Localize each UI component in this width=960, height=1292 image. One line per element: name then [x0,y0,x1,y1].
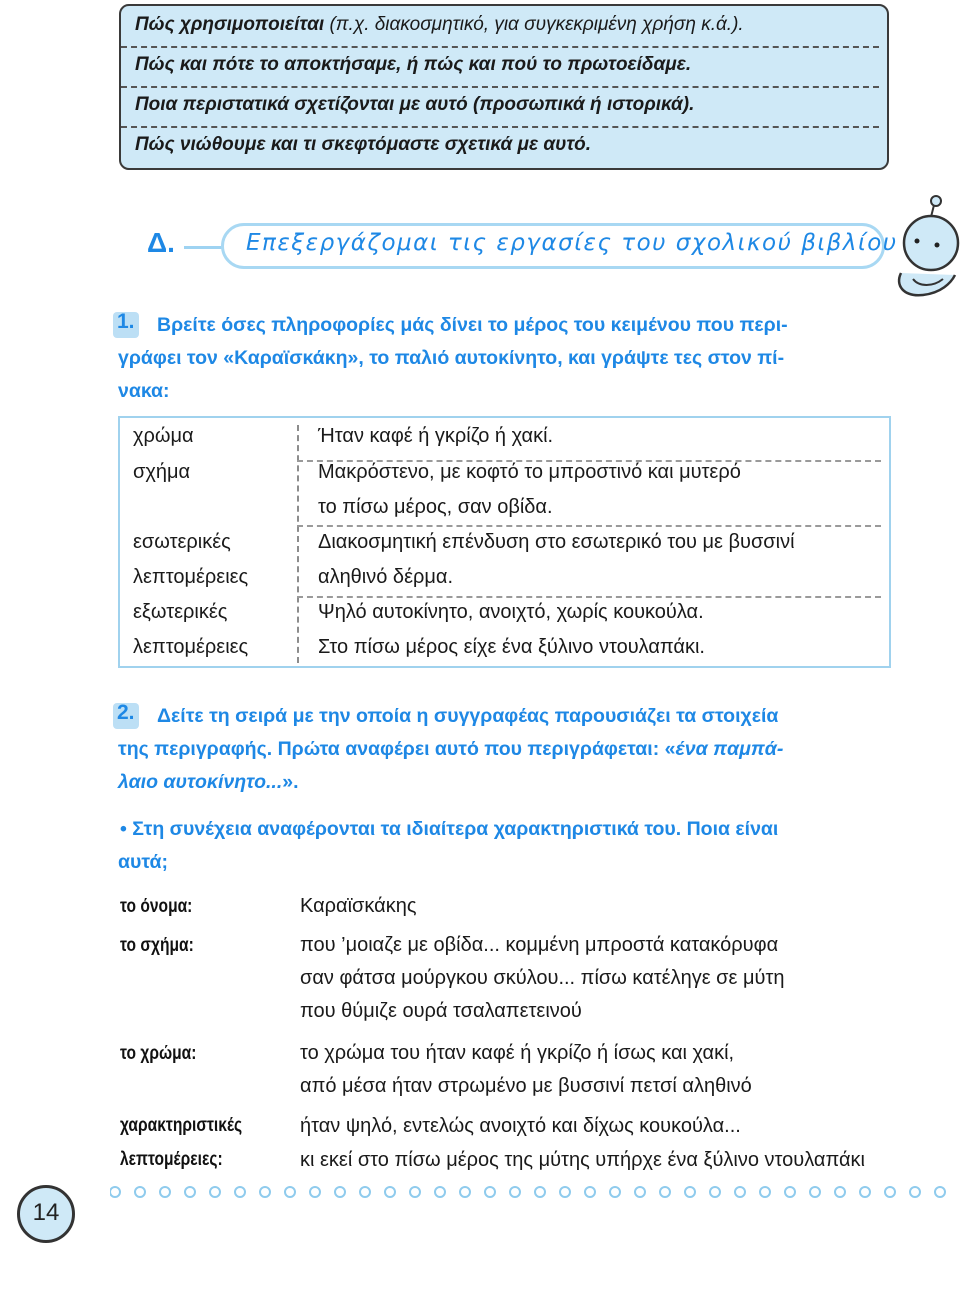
footer-dot [560,1187,570,1197]
table-value-exterior-line1: Ψηλό αυτοκίνητο, ανοιχτό, χωρίς κουκούλα. [318,601,704,623]
footer-dot [335,1187,345,1197]
footer-dot [610,1187,620,1197]
footer-dot [735,1187,745,1197]
info-line-acquire: Πώς και πότε το αποκτήσαμε, ή πώς και πού το πρωτοείδαμε. [135,54,692,75]
footer-dot [935,1187,945,1197]
footer-dot [835,1187,845,1197]
table-value-exterior-line2: Στο πίσω μέρος είχε ένα ξύλινο ντουλαπάκι. [318,636,705,658]
footer-dot [635,1187,645,1197]
mascot-icon [893,195,960,305]
footer-dots [110,1185,960,1199]
footer-dot [110,1187,120,1197]
label-shape: το σχήμα: [120,935,194,956]
value-shape-line3: που θύμιζε ουρά τσαλαπετεινού [300,1000,582,1022]
label-name: το όνομα: [120,896,193,917]
table-row-divider [297,596,881,598]
footer-dot [510,1187,520,1197]
exercise-1-number: 1. [117,310,135,333]
page-number: 14 [32,1199,60,1226]
bullet-icon: • [120,818,127,840]
table-label-exterior-line2: λεπτομέρειες [133,636,249,658]
footer-dot [760,1187,770,1197]
table-value-shape-line1: Μακρόστενο, με κοφτό το μπροστινό και μυτερό [318,461,741,483]
footer-dot [285,1187,295,1197]
exercise-2-number: 2. [117,701,135,724]
footer-dot [410,1187,420,1197]
table-label-color: χρώμα [133,425,194,447]
table-value-shape-line2: το πίσω μέρος, σαν οβίδα. [318,496,553,518]
value-color-line1: το χρώμα του ήταν καφέ ή γκρίζο ή ίσως και χακί, [300,1042,735,1064]
footer-dot [885,1187,895,1197]
footer-dot [810,1187,820,1197]
bullet-line1: • Στη συνέχεια αναφέρονται τα ιδιαίτερα χαρακτηριστικά του. Ποια είναι [120,818,779,840]
footer-dot [660,1187,670,1197]
table-label-interior-line2: λεπτομέρειες [133,566,249,588]
info-line-usage: Πώς χρησιμοποιείται (π.χ. διακοσμητικό, για συγκεκριμένη χρήση κ.ά.). [135,14,744,35]
footer-dot [210,1187,220,1197]
exercise-1-text-line1: Βρείτε όσες πληροφορίες μάς δίνει το μέρος του κειμένου που περι- [157,314,788,336]
divider [121,126,879,128]
value-color-line2: από μέσα ήταν στρωμένο με βυσσινί πετσί αληθινό [300,1075,752,1097]
value-shape-line1: που ’μοιαζε με οβίδα... κομμένη μπροστά κατακόρυφα [300,934,779,956]
exercise-2-text-line3: λαιο αυτοκίνητο...». [118,771,299,793]
footer-dot [860,1187,870,1197]
value-features-line2: κι εκεί στο πίσω μέρος της μύτης υπήρχε ένα ξύλινο ντουλαπάκι [300,1149,865,1171]
footer-dot [910,1187,920,1197]
value-shape-line2: σαν φάτσα μούργκου σκύλου... πίσω κατέληγε σε μύτη [300,967,785,989]
divider [121,86,879,88]
table-label-shape: σχήμα [133,461,191,483]
footer-dot [685,1187,695,1197]
footer-dot [460,1187,470,1197]
footer-dot [360,1187,370,1197]
label-color: το χρώμα: [120,1043,197,1064]
table-value-interior-line1: Διακοσμητική επένδυση στο εσωτερικό του με βυσσινί [318,531,795,553]
table-row-divider [297,525,881,527]
exercise-1-text-line3: νακα: [118,380,170,402]
footer-dot [535,1187,545,1197]
footer-dot [385,1187,395,1197]
footer-dot [435,1187,445,1197]
footer-dot [485,1187,495,1197]
exercise-1-text-line2: γράφει τον «Καραϊσκάκη», το παλιό αυτοκίνητο, και γράψτε τες στον πί- [118,347,785,369]
footer-dot [785,1187,795,1197]
section-title: Επεξεργάζομαι τις εργασίες του σχολικού βιβλίου [246,230,898,256]
info-line-feelings: Πώς νιώθουμε και τι σκεφτόμαστε σχετικά με αυτό. [135,134,592,155]
footer-dot [260,1187,270,1197]
footer-dot [585,1187,595,1197]
footer-dot [160,1187,170,1197]
label-features-line2: λεπτομέρειες: [120,1149,223,1170]
footer-dot [710,1187,720,1197]
divider [121,46,879,48]
table-value-color: Ήταν καφέ ή γκρίζο ή χακί. [318,425,554,447]
table-value-interior-line2: αληθινό δέρμα. [318,566,453,588]
value-features-line1: ήταν ψηλό, εντελώς ανοιχτό και δίχως κουκούλα... [300,1115,741,1137]
footer-dot [235,1187,245,1197]
label-features-line1: χαρακτηριστικές [120,1115,243,1136]
info-line-events: Ποια περιστατικά σχετίζονται με αυτό (προσωπικά ή ιστορικά). [135,94,695,115]
footer-dot [185,1187,195,1197]
info-box [119,4,889,170]
table-label-exterior-line1: εξωτερικές [133,601,228,623]
footer-dot [310,1187,320,1197]
footer-dot [135,1187,145,1197]
exercise-2-text-line1: Δείτε τη σειρά με την οποία η συγγραφέας παρουσιάζει τα στοιχεία [157,705,779,727]
table-label-interior-line1: εσωτερικές [133,531,231,553]
exercise-2-text-line2: της περιγραφής. Πρώτα αναφέρει αυτό που περιγράφεται: «ένα παμπά- [118,738,784,760]
value-name: Καραϊσκάκης [300,895,417,917]
section-letter: Δ. [147,227,175,258]
bullet-line2: αυτά; [118,851,168,873]
